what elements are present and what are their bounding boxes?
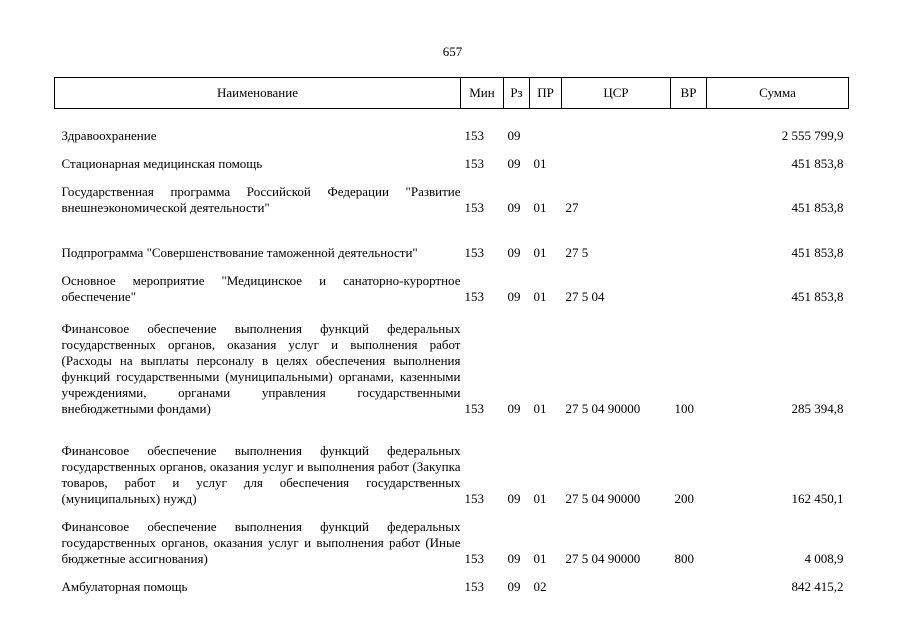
- row-sum: 451 853,8: [791, 289, 844, 304]
- row-csr: 27 5 04 90000: [565, 551, 641, 566]
- table-row: [55, 261, 849, 305]
- row-sum: 162 450,1: [791, 491, 844, 506]
- table-row: [55, 216, 849, 261]
- header-min: Мин: [461, 78, 504, 109]
- row-min: 153: [464, 200, 484, 215]
- row-vr: 200: [674, 491, 694, 506]
- row-csr: 27: [565, 200, 579, 215]
- row-pr: 01: [533, 401, 547, 416]
- row-vr: [671, 172, 707, 216]
- header-pr: ПР: [530, 78, 562, 109]
- row-rz: 09: [507, 128, 521, 143]
- row-csr: 27 5 04 90000: [565, 401, 641, 416]
- header-vr: ВР: [671, 78, 707, 109]
- table-row: [55, 507, 849, 567]
- row-name: Государственная программа Российской Федерации "Развитие внешнеэкономической деятельности": [61, 184, 461, 215]
- row-sum: 451 853,8: [791, 200, 844, 215]
- row-vr: 800: [674, 551, 694, 566]
- table-row: [55, 417, 849, 507]
- row-min: 153: [464, 245, 484, 260]
- table-row: [55, 305, 849, 417]
- row-sum: 4 008,9: [804, 551, 844, 566]
- row-vr: [671, 261, 707, 305]
- row-min: 153: [464, 401, 484, 416]
- row-sum: 842 415,2: [791, 579, 844, 594]
- row-rz: 09: [507, 289, 521, 304]
- row-vr: [671, 216, 707, 261]
- row-rz: 09: [507, 491, 521, 506]
- table-row: [55, 567, 849, 595]
- row-min: 153: [464, 128, 484, 143]
- row-name: Основное мероприятие "Медицинское и санаторно-курортное обеспечение": [61, 273, 461, 304]
- header-csr: ЦСР: [562, 78, 671, 109]
- row-name: Здравоохранение: [61, 128, 157, 143]
- row-name: Подпрограмма "Совершенствование таможенной деятельности": [61, 245, 418, 260]
- row-name: Амбулаторная помощь: [61, 579, 188, 594]
- row-pr: 01: [533, 289, 547, 304]
- row-pr: 01: [533, 245, 547, 260]
- row-csr: [562, 109, 671, 145]
- header-sum: Сумма: [707, 78, 849, 109]
- table-row: [55, 172, 849, 216]
- row-min: 153: [464, 579, 484, 594]
- row-rz: 09: [507, 551, 521, 566]
- row-vr: [671, 567, 707, 595]
- row-min: 153: [464, 156, 484, 171]
- row-sum: 285 394,8: [791, 401, 844, 416]
- table-header: [55, 78, 849, 109]
- row-csr: [562, 144, 671, 172]
- row-csr: 27 5: [565, 245, 589, 260]
- header-rz: Рз: [504, 78, 530, 109]
- row-vr: 100: [674, 401, 694, 416]
- row-vr: [671, 144, 707, 172]
- row-min: 153: [464, 289, 484, 304]
- row-pr: 01: [533, 491, 547, 506]
- row-sum: 2 555 799,9: [781, 128, 844, 143]
- row-min: 153: [464, 551, 484, 566]
- row-csr: 27 5 04: [565, 289, 605, 304]
- row-pr: 02: [533, 579, 547, 594]
- row-name: Финансовое обеспечение выполнения функций федеральных государственных органов, оказания услуг и выполнения работ (Иные бюджетные ассигнования): [61, 519, 461, 566]
- row-pr: 01: [533, 200, 547, 215]
- row-rz: 09: [507, 401, 521, 416]
- table-row: [55, 144, 849, 172]
- row-rz: 09: [507, 200, 521, 215]
- row-pr: 01: [533, 156, 547, 171]
- row-csr: 27 5 04 90000: [565, 491, 641, 506]
- row-pr: [530, 109, 562, 145]
- row-sum: 451 853,8: [791, 156, 844, 171]
- row-rz: 09: [507, 579, 521, 594]
- row-name: Финансовое обеспечение выполнения функций федеральных государственных органов, оказания услуг и выполнения работ (Закупка товаров, работ и услуг для обеспечения государственных (муниципальных) нужд): [61, 443, 461, 506]
- row-name: Финансовое обеспечение выполнения функций федеральных государственных органов, оказания услуг и выполнения работ (Расходы на выплаты персоналу в целях обеспечения выполнения функций государственными (муниципальными) органами, казенными учреждениями, органами управления государственными внебюджетными фондами): [61, 321, 461, 416]
- budget-table: [54, 77, 849, 595]
- row-min: 153: [464, 491, 484, 506]
- row-pr: 01: [533, 551, 547, 566]
- header-name: Наименование: [55, 78, 461, 109]
- row-vr: [671, 109, 707, 145]
- table-row: [55, 109, 849, 145]
- page-number: 657: [442, 44, 463, 59]
- row-name: Стационарная медицинская помощь: [61, 156, 263, 171]
- row-rz: 09: [507, 245, 521, 260]
- row-rz: 09: [507, 156, 521, 171]
- row-sum: 451 853,8: [791, 245, 844, 260]
- row-csr: [562, 567, 671, 595]
